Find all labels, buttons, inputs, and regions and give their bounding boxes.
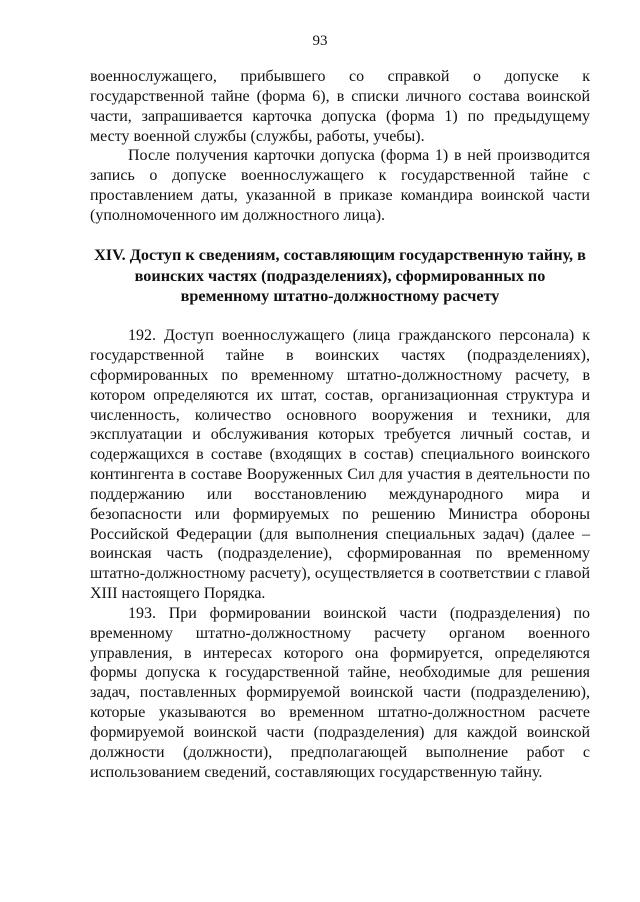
paragraph-continuation: военнослужащего, прибывшего со справкой о допуске к государственной тайне (форма 6), в списки личного состава воинской части, запрашивается карточка допуска (форма 1) по предыдущему месту военной службы (службы, работы, учебы). [90, 68, 590, 145]
page-number: 93 [312, 33, 328, 49]
spacer [90, 226, 590, 245]
document-body [90, 67, 590, 783]
spacer [90, 307, 590, 326]
section-heading: XIV. Доступ к сведениям, составляющим государственную тайну, в воинских частях (подразделениях), сформированных по временному штатно-должностному расчету [94, 245, 586, 306]
paragraph-193: 193. При формировании воинской части (подразделения) по временному штатно-должностному расчету органом военного управления, в интересах которого она формируется, определяются формы допуска к государственной тайне, необходимые для решения задач, поставленных формируемой воинской части (подразделению), которые указываются во временном штатно-должностном расчете формируемой воинской части (подразделения) для каждой воинской должности (должности), предполагающей выполнение работ с использованием сведений, составляющих государственную тайну. [90, 604, 590, 781]
paragraph-card-entry: После получения карточки допуска (форма 1) в ней производится запись о допуске военнослужащего к государственной тайне с проставлением даты, указанной в приказе командира воинской части (уполномоченного им должностного лица). [90, 147, 590, 224]
paragraph-192: 192. Доступ военнослужащего (лица гражданского персонала) к государственной тайне в воинских частях (подразделениях), сформированных по временному штатно-должностному расчету, в котором определяются их штат, состав, организационная структура и численность, количество основного вооружения и техники, для эксплуатации и обслуживания которых требуется личный состав, и содержащихся в составе (входящих в состав) специального воинского контингента в составе Вооруженных Сил для участия в деятельности по поддержанию или восстановлению международного мира и безопасности или формируемых по решению Министра обороны Российской Федерации (для выполнения специальных задач) (далее – воинская часть (подразделение), сформированная по временному штатно-должностному расчету), осуществляется в соответствии с главой XIII настоящего Порядка. [90, 327, 590, 603]
